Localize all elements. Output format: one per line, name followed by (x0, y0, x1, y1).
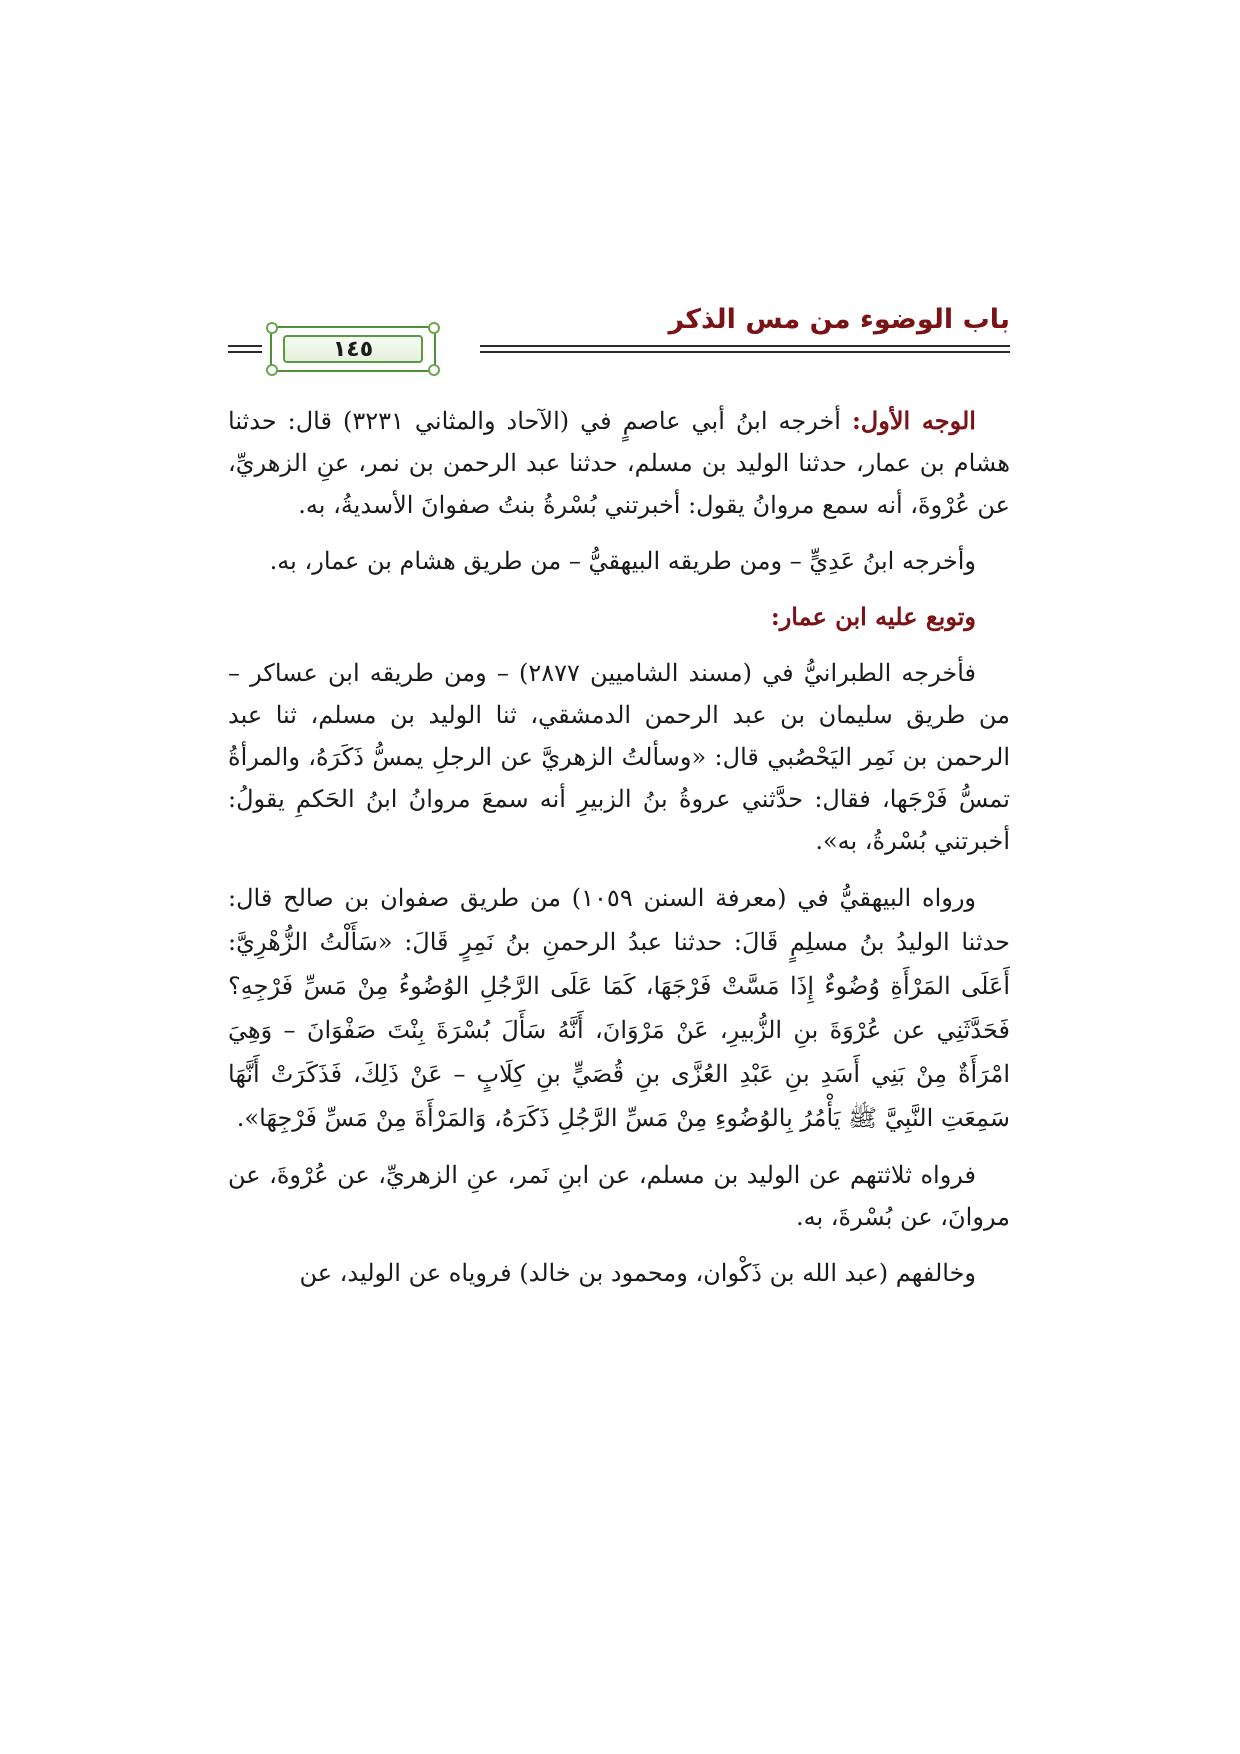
header-rule-bottom (480, 351, 1010, 353)
paragraph-ibn-adi: وأخرجه ابنُ عَدِيٍّ – ومن طريقه البيهقيُّ – من طريق هشام بن عمار، به. (269, 547, 976, 575)
header-rule-bottom-left (228, 351, 262, 353)
ornament-corner-icon (428, 364, 440, 376)
page-number: ١٤٥ (332, 336, 374, 362)
page-body (228, 400, 1010, 1308)
ornament-corner-icon (266, 322, 278, 334)
section-subheading: وتوبع عليه ابن عمار: (770, 602, 976, 631)
paragraph-contrary-narration: وخالفهم (عبد الله بن ذَكْوان، ومحمود بن خالد) فروياه عن الوليد، عن (299, 1259, 976, 1287)
page-header (228, 300, 1010, 370)
ornament-corner-icon (428, 322, 440, 334)
paragraph-bayhaqi: ورواه البيهقيُّ في (معرفة السنن ١٠٥٩) من طريق صفوان بن صالح قال: حدثنا الوليدُ بنُ مسلِمٍ قَالَ: حدثنا عبدُ الرحمنِ بنُ نَمِرٍ قَالَ: «سَأَلْتُ الزُّهْرِيَّ: أَعَلَى المَرْأَةِ وُضُوءٌ إِذَا مَسَّتْ فَرْجَهَا، كَمَا عَلَى الرَّجُلِ الوُضُوءُ مِنْ مَسِّ فَرْجِهِ؟ فَحَدَّثَنِي عن عُرْوَةَ بنِ الزُّبيرِ، عَنْ مَرْوَانَ، أَنَّهُ سَأَلَ بُسْرَةَ بِنْتَ صَفْوَانَ – وَهِيَ امْرَأَةٌ مِنْ بَنِي أَسَدِ بنِ عَبْدِ العُزَّى بنِ قُصَيٍّ بنِ كِلَابٍ – عَنْ ذَلِكَ، فَذَكَرَتْ أَنَّهَا سَمِعَتِ النَّبِيَّ ﷺ يَأْمُرُ بِالوُضُوءِ مِنْ مَسِّ الرَّجُلِ ذَكَرَهُ، وَالمَرْأَةَ مِنْ مَسِّ فَرْجِهَا». (228, 884, 1010, 1132)
paragraph-text: أخرجه ابنُ أبي عاصمٍ في (الآحاد والمثاني ٣٢٣١) قال: حدثنا هشام بن عمار، حدثنا الوليد بن مسلم، حدثنا عبد الرحمن بن نمر، عنِ الزهريِّ، عن عُرْوةَ، أنه سمع مروانُ يقول: أخبرتني بُسْرةُ بنتُ صفوانَ الأسديةُ، به. (228, 407, 1010, 519)
paragraph-lead-heading: الوجه الأول: (851, 406, 976, 435)
header-rule-top (480, 345, 1010, 347)
chapter-title: باب الوضوء من مس الذكر (668, 304, 1010, 335)
header-rule-top-left (228, 345, 262, 347)
page-number-frame (283, 335, 423, 363)
paragraph-first-aspect (228, 400, 1010, 526)
page-number-badge (270, 326, 436, 372)
ornament-corner-icon (266, 364, 278, 376)
paragraph-three-narrators: فرواه ثلاثتهم عن الوليد بن مسلم، عن ابنِ نَمر، عنِ الزهريِّ، عن عُرْوةَ، عن مروانَ، عن بُسْرةَ، به. (228, 1161, 1010, 1231)
paragraph-tabarani: فأخرجه الطبرانيُّ في (مسند الشاميين ٢٨٧٧) – ومن طريقه ابن عساكر – من طريق سليمان بن عبد الرحمن الدمشقي، ثنا الوليد بن مسلم، ثنا عبد الرحمن بن نَمِر اليَحْصُبي قال: «وسألتُ الزهريَّ عن الرجلِ يمسُّ ذَكَرَهُ، والمرأةُ تمسُّ فَرْجَها، فقال: حدَّثني عروةُ بنُ الزبيرِ أنه سمعَ مروانُ ابنُ الحَكمِ يقولُ: أخبرتني بُسْرةُ، به». (228, 659, 1010, 855)
